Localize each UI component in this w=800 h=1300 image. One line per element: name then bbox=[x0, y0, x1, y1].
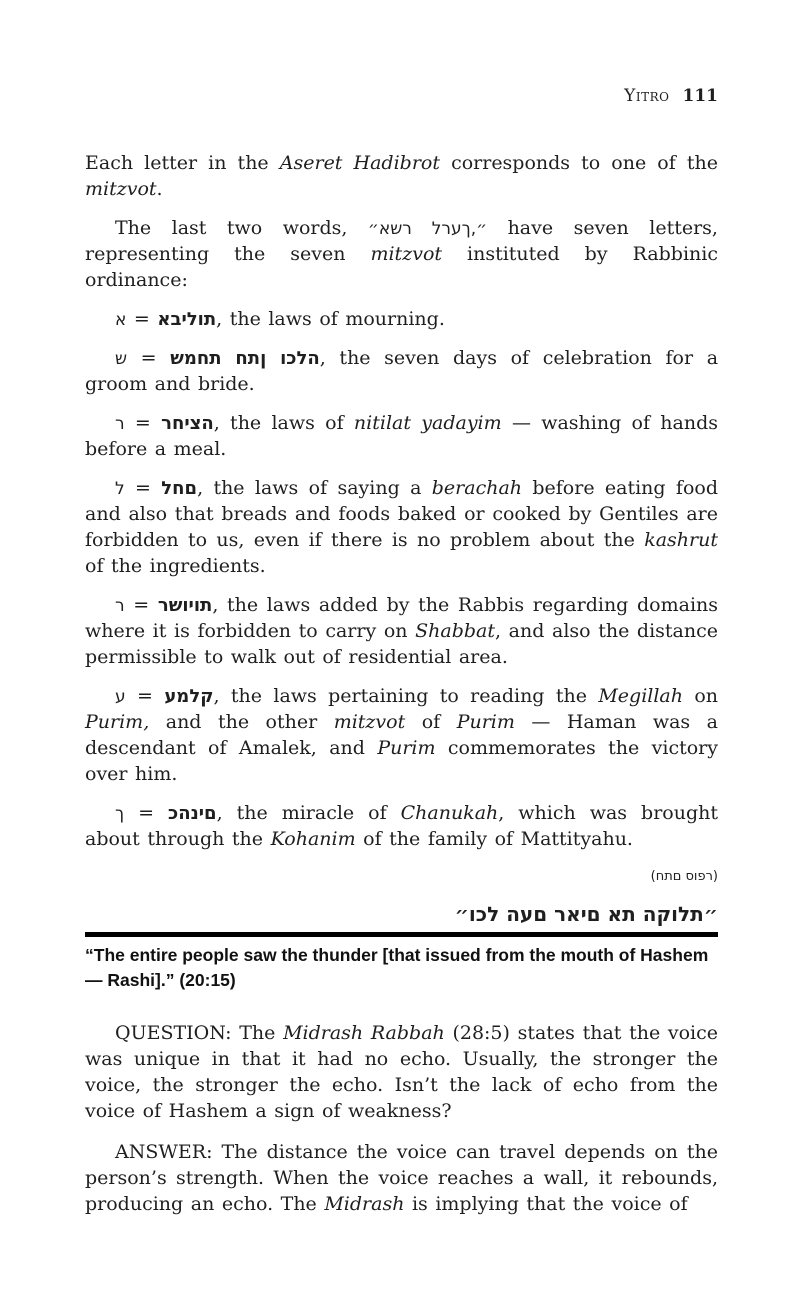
paragraph bbox=[85, 215, 718, 293]
text-run: , the seven days of celebration for a groom and bride. bbox=[85, 347, 719, 395]
verse-translation-header: “The entire people saw the thunder [that issued from the mouth of Hashem — Rashi].” (20:15) bbox=[85, 945, 709, 990]
text-run: = bbox=[124, 594, 158, 616]
text-run: corresponds to one of the bbox=[439, 152, 718, 174]
paragraph bbox=[85, 410, 718, 462]
hebrew-text: רחיצה bbox=[161, 413, 214, 434]
text-run: ANSWER: The distance the voice can travel depends on the person’s strength. When the voice reaches a wall, it rebounds, producing an echo. The bbox=[85, 1141, 718, 1215]
hebrew-text: ר bbox=[115, 414, 125, 434]
italic-text: Purim bbox=[456, 711, 515, 733]
divider-bar bbox=[85, 932, 718, 937]
hebrew-text: ע bbox=[115, 687, 126, 707]
text-run: Each letter in the bbox=[85, 152, 280, 174]
text-run: of the family of Mattityahu. bbox=[355, 828, 633, 850]
source-attribution bbox=[85, 865, 718, 884]
text-run: , the laws of saying a bbox=[197, 477, 432, 499]
hebrew-text: ״אשר לרעך,״ bbox=[367, 219, 488, 239]
text-run: = bbox=[124, 412, 162, 434]
text-run: commemorates the victory over him. bbox=[85, 737, 718, 785]
italic-text: kashrut bbox=[644, 529, 718, 551]
hebrew-text: אבילות bbox=[157, 309, 217, 330]
italic-text: Purim, bbox=[85, 711, 150, 733]
hebrew-text: ר bbox=[115, 596, 125, 616]
text-run: — washing of hands before a meal. bbox=[85, 412, 719, 460]
hebrew-text: ש bbox=[115, 349, 128, 369]
paragraph bbox=[85, 800, 718, 852]
italic-text: berachah bbox=[431, 477, 523, 499]
paragraph bbox=[85, 475, 718, 579]
italic-text: Kohanim bbox=[270, 828, 356, 850]
text-run: = bbox=[124, 802, 169, 824]
running-head bbox=[85, 86, 718, 106]
attribution-text: (חתם סופר) bbox=[650, 869, 718, 884]
italic-text: Megillah bbox=[598, 685, 683, 707]
text-run: The last two words, bbox=[115, 217, 368, 239]
italic-text: mitzvot bbox=[370, 243, 443, 265]
text-run: QUESTION: The bbox=[115, 1022, 284, 1044]
hebrew-verse-header bbox=[85, 904, 718, 925]
hebrew-text: א bbox=[115, 310, 127, 330]
text-run: , the miracle of bbox=[216, 802, 401, 824]
text-run: , the laws pertaining to reading the bbox=[213, 685, 599, 707]
italic-text: Chanukah bbox=[400, 802, 499, 824]
italic-text: Midrash bbox=[324, 1193, 405, 1215]
hebrew-text: עמלק bbox=[164, 686, 214, 707]
paragraph bbox=[85, 306, 718, 332]
hebrew-text: כהנים bbox=[168, 803, 217, 824]
text-run: . bbox=[156, 178, 163, 200]
text-run: have seven letters, representing the seven bbox=[85, 217, 718, 265]
text-run: , the laws of bbox=[213, 412, 354, 434]
page-number: 111 bbox=[682, 86, 718, 106]
text-run: instituted by Rabbinic ordinance: bbox=[85, 243, 718, 291]
italic-text: Purim bbox=[377, 737, 436, 759]
hebrew-text: ך bbox=[115, 804, 125, 824]
hebrew-text: שמחת חתן וכלה bbox=[170, 348, 320, 369]
paragraph bbox=[85, 683, 718, 787]
question-answer-body bbox=[85, 1020, 718, 1217]
paragraph bbox=[85, 345, 718, 397]
text-run: of bbox=[405, 711, 457, 733]
text-run: — Haman was a descendant of Amalek, and bbox=[85, 711, 718, 759]
hebrew-text: ל bbox=[115, 479, 125, 499]
italic-text: mitzvot bbox=[85, 178, 157, 200]
text-run: of the ingredients. bbox=[85, 555, 266, 577]
hebrew-verse-text: ״וכל העם ראים את הקולת״ bbox=[454, 902, 718, 926]
text-run: = bbox=[126, 308, 158, 330]
text-run: , which was brought about through the bbox=[85, 802, 718, 850]
paragraph bbox=[85, 592, 718, 670]
text-run: on bbox=[682, 685, 719, 707]
commentary-body bbox=[85, 150, 718, 852]
italic-text: Midrash Rabbah bbox=[283, 1022, 445, 1044]
text-run: before eating food and also that breads and foods baked or cooked by Gentiles are forbidden to us, even if there is no problem about the bbox=[85, 477, 718, 551]
italic-text: Aseret Hadibrot bbox=[279, 152, 440, 174]
text-run: is implying that the voice of bbox=[404, 1193, 688, 1215]
text-run: , the laws added by the Rabbis regarding domains where it is forbidden to carry on bbox=[85, 594, 719, 642]
parsha-title: Yitro bbox=[624, 86, 670, 106]
italic-text: nitilat yadayim bbox=[353, 412, 502, 434]
text-run: = bbox=[124, 477, 162, 499]
paragraph bbox=[85, 150, 718, 202]
hebrew-text: לחם bbox=[161, 478, 198, 499]
text-run: (28:5) states that the voice was unique in that it had no echo. Usually, the stronger the voice, the stronger the echo. Isn’t the lack of echo from the voice of Hashem a sign of weakness? bbox=[85, 1022, 719, 1122]
text-run: , and also the distance permissible to walk out of residential area. bbox=[85, 620, 718, 668]
text-run: and the other bbox=[149, 711, 334, 733]
italic-text: mitzvot bbox=[333, 711, 406, 733]
hebrew-text: רשויות bbox=[157, 595, 213, 616]
text-run: = bbox=[127, 347, 171, 369]
text-run: , the laws of mourning. bbox=[216, 308, 445, 330]
text-run: = bbox=[125, 685, 165, 707]
italic-text: Shabbat bbox=[415, 620, 495, 642]
paragraph bbox=[85, 1020, 718, 1124]
section-header bbox=[85, 904, 718, 993]
paragraph bbox=[85, 1139, 718, 1217]
